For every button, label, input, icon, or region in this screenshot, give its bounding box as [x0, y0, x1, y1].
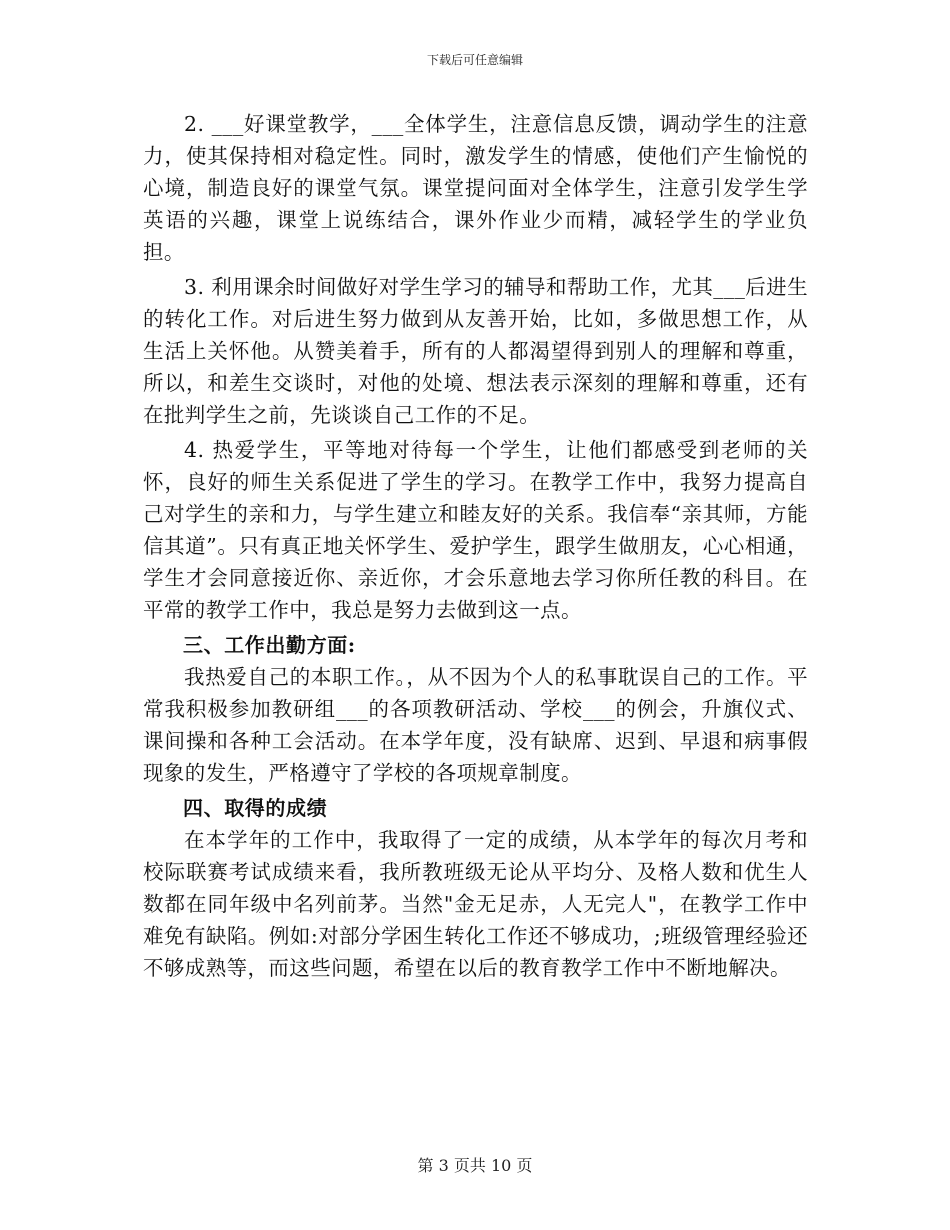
document-body — [143, 108, 808, 984]
section-heading-achievements: 四、取得的成绩 — [183, 796, 328, 820]
page-header: 下载后可任意编辑 — [426, 53, 523, 67]
paragraph-attendance: 我热爱自己的本职工作。，从不因为个人的私事耽误自己的工作。平常我积极参加教研组___的各项教研活动、学校___的例会，升旗仪式、课间操和各种工会活动。在本学年度，没有缺席、迟到、早退和病事假现象的发生，严格遵守了学校的各项规章制度。 — [143, 665, 808, 785]
paragraph-achievements: 在本学年的工作中，我取得了一定的成绩，从本学年的每次月考和校际联赛考试成绩来看，我所教班级无论从平均分、及格人数和优生人数都在同年级中名列前茅。当然"金无足赤，人无完人"，在教学工作中难免有缺陷。例如:对部分学困生转化工作还不够成功，;班级管理经验还不够成熟等，而这些问题，希望在以后的教育教学工作中不断地解决。 — [143, 828, 808, 980]
paragraph-item-3: 3. 利用课余时间做好对学生学习的辅导和帮助工作，尤其___后进生的转化工作。对后进生努力做到从友善开始，比如，多做思想工作，从生活上关怀他。从赞美着手，所有的人都渴望得到别人的理解和尊重，所以，和差生交谈时，对他的处境、想法表示深刻的理解和尊重，还有在批判学生之前，先谈谈自己工作的不足。 — [143, 275, 808, 427]
page-number-footer: 第 3 页共 10 页 — [417, 1156, 533, 1175]
paragraph-item-2: 2. ___好课堂教学，___全体学生，注意信息反馈，调动学生的注意力，使其保持相对稳定性。同时，激发学生的情感，使他们产生愉悦的心境，制造良好的课堂气氛。课堂提问面对全体学生，注意引发学生学英语的兴趣，课堂上说练结合，课外作业少而精，减轻学生的学业负担。 — [143, 112, 808, 264]
paragraph-item-4: 4. 热爱学生，平等地对待每一个学生，让他们都感受到老师的关怀，良好的师生关系促进了学生的学习。在教学工作中，我努力提高自己对学生的亲和力，与学生建立和睦友好的关系。我信奉“亲其师，方能信其道”。只有真正地关怀学生、爱护学生，跟学生做朋友，心心相通，学生才会同意接近你、亲近你，才会乐意地去学习你所任教的科目。在平常的教学工作中，我总是努力去做到这一点。 — [143, 438, 808, 622]
section-heading-attendance: 三、工作出勤方面: — [183, 633, 356, 657]
